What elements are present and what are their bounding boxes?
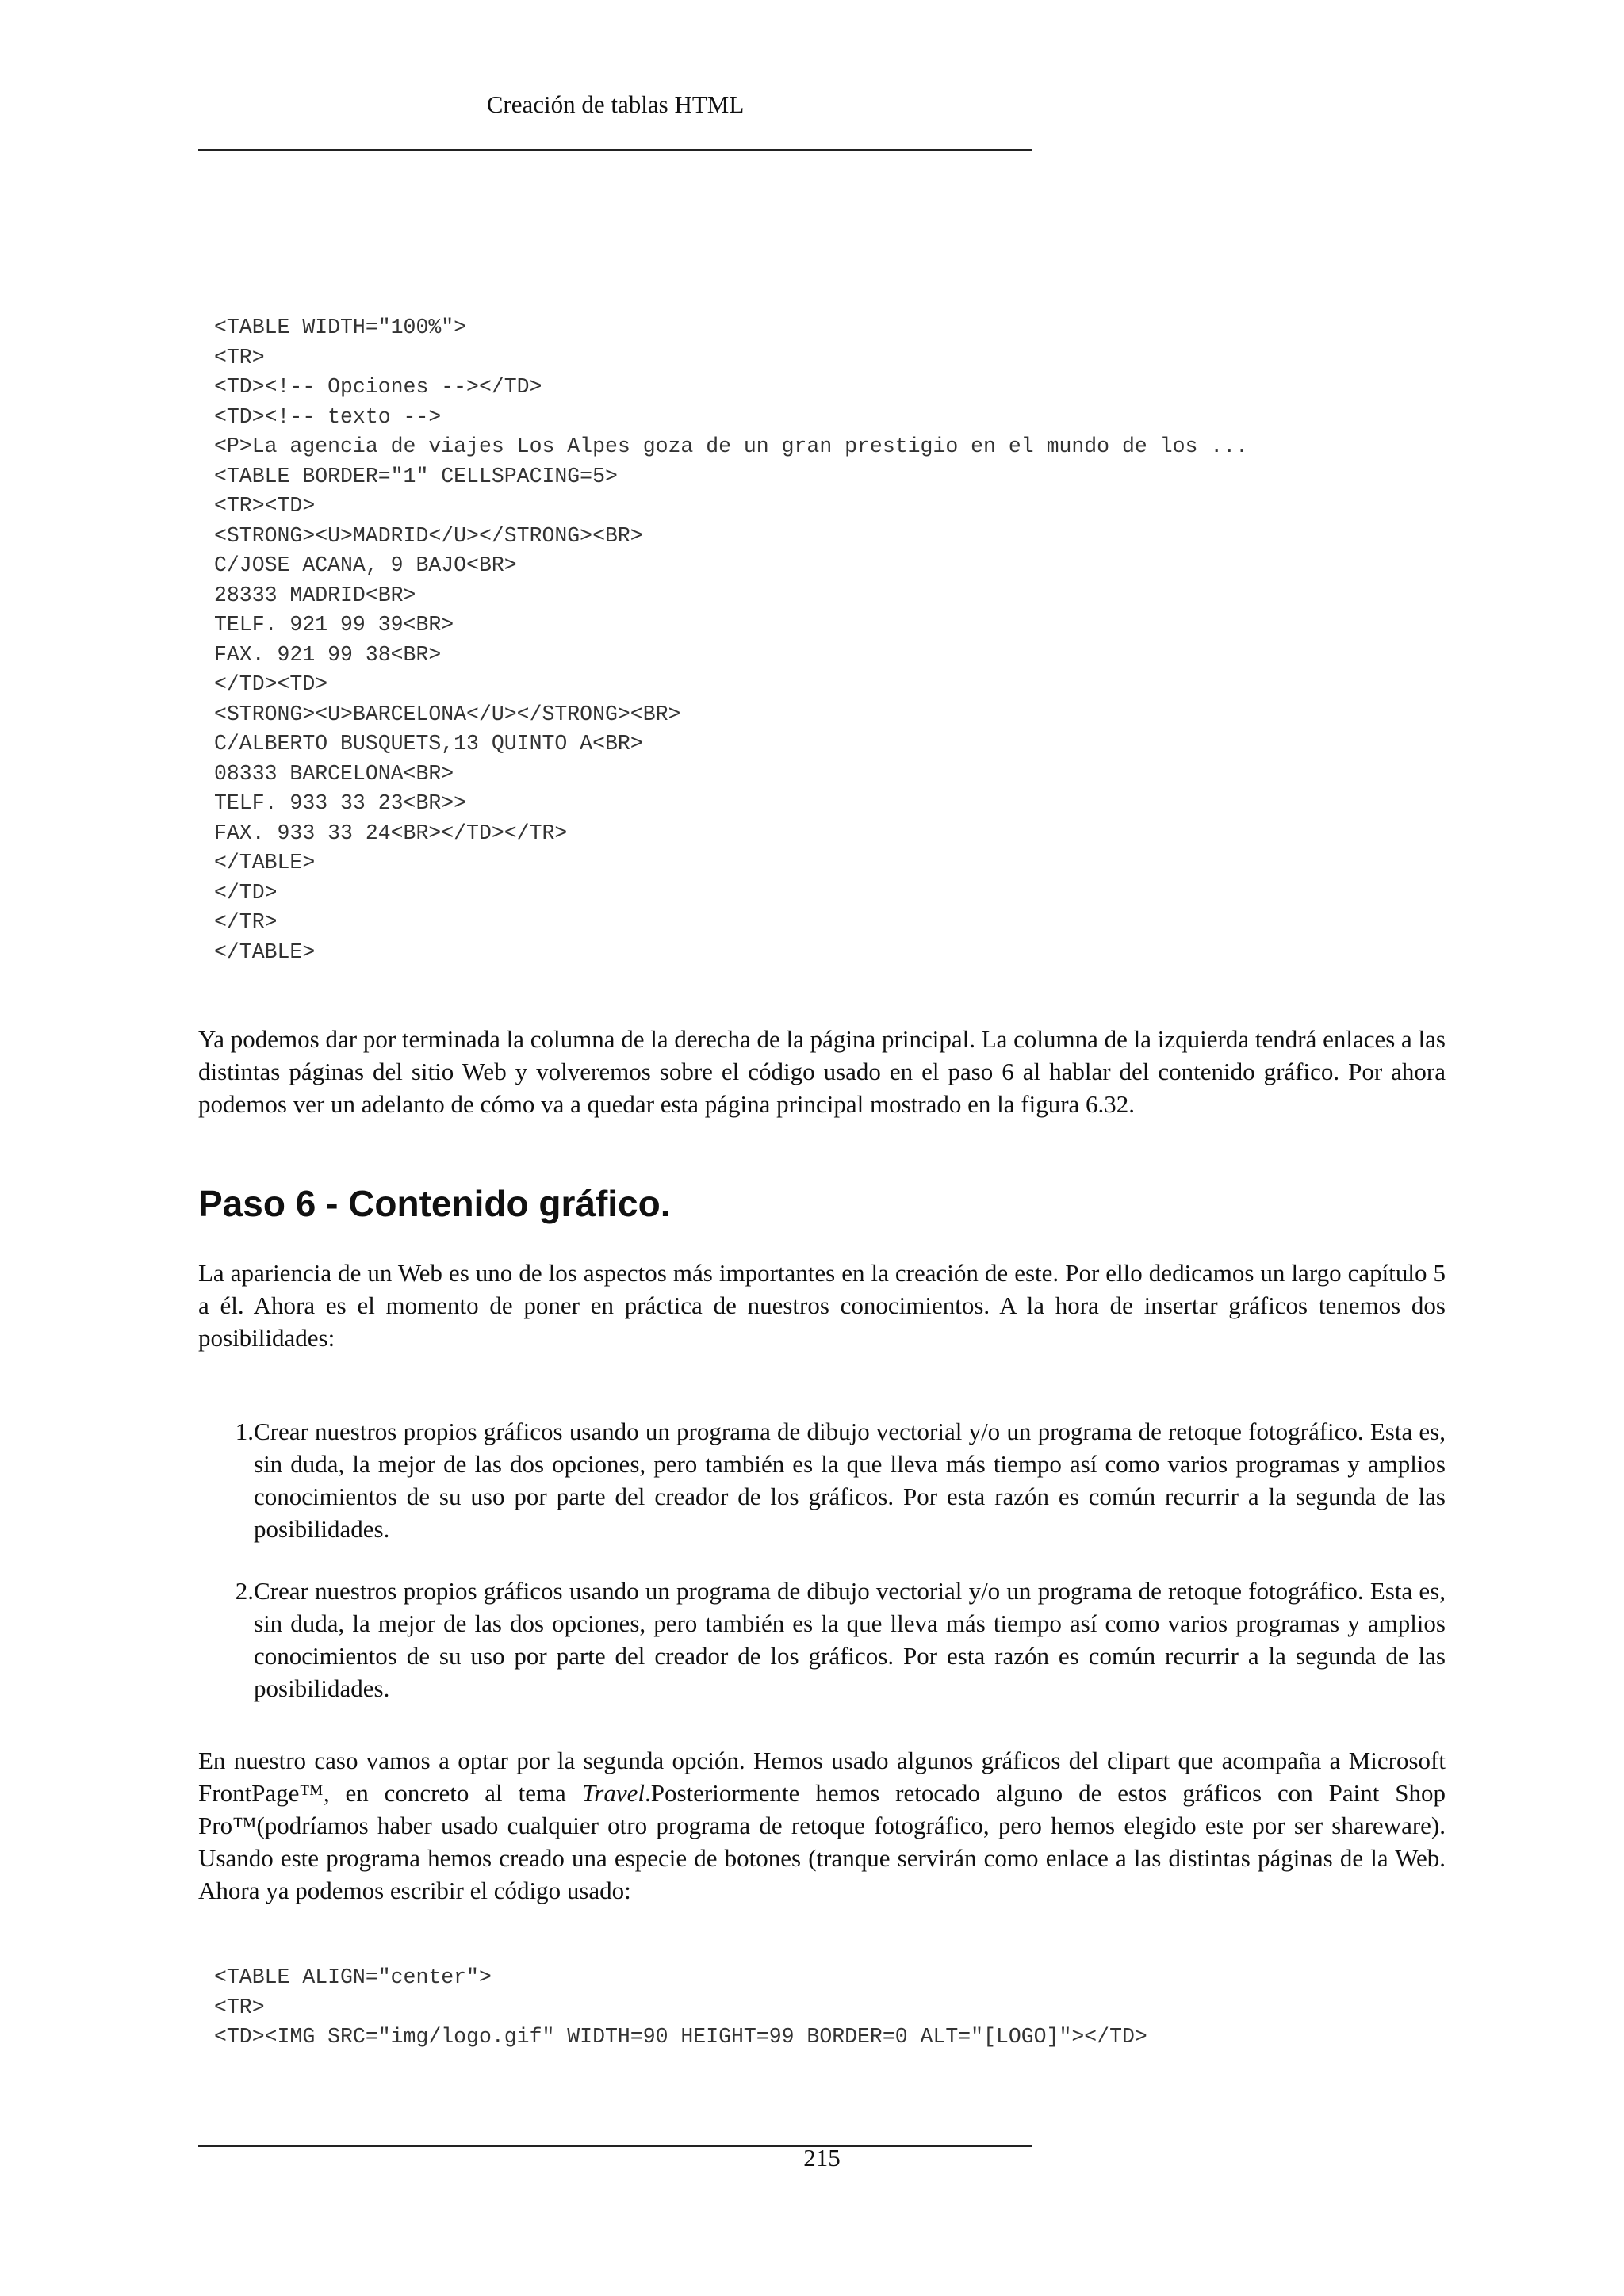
code-line: 28333 MADRID<BR> (214, 583, 416, 607)
header-rule (198, 149, 1032, 151)
code-line: <TR><TD> (214, 494, 316, 518)
body-paragraph: La apariencia de un Web es uno de los aspectos más importantes en la creación de este. Por ello dedicamos un largo capítulo 5 a él. Ahora es el momento de poner en práctica de nuestros conocimientos. A la hora de insertar gráficos tenemos dos posibilidades: (198, 1259, 1446, 1352)
code-line: </TR> (214, 910, 278, 934)
code-line: </TABLE> (214, 939, 316, 964)
code-line: <TABLE BORDER="1" CELLSPACING=5> (214, 464, 618, 488)
code-line: C/ALBERTO BUSQUETS,13 QUINTO A<BR> (214, 732, 643, 756)
page-number: 215 (803, 2144, 841, 2172)
code-line: <TD><!-- texto --> (214, 404, 442, 429)
section-heading: Paso 6 - Contenido gráfico. (198, 1183, 671, 1224)
code-line: <STRONG><U>BARCELONA</U></STRONG><BR> (214, 702, 681, 726)
list-item-text: Crear nuestros propios gráficos usando un programa de dibujo vectorial y/o un programa de retoque fotográfico. Esta es, sin duda, la mejor de las dos opciones, pero también es la que lleva más tiempo así como varios programas y amplios conocimientos de su uso por parte del creador de los gráficos. Por esta razón es común recurrir a la segunda de las posibilidades. (254, 1418, 1446, 1543)
code-line: </TABLE> (214, 851, 316, 874)
body-paragraph (198, 1744, 1446, 1907)
code-line: </TD> (214, 880, 278, 905)
paragraph-text: .Posteriormente hemos retocado alguno de estos gráficos con Paint Shop Pro™(podríamos haber usado cualquier otro programa de retoque fotográfico, pero hemos elegido este por ser shareware). Usando este programa hemos creado una especie de botones (tranque servirán como enlace a las distintas páginas de la Web. Ahora ya podemos escribir el código usado: (198, 1779, 1446, 1904)
running-header: Creación de tablas HTML (486, 90, 745, 118)
code-block-table-html (214, 1963, 1147, 2053)
code-line: <P>La agencia de viajes Los Alpes goza de un gran prestigio en el mundo de los ... (214, 434, 1249, 458)
code-line: TELF. 933 33 23<BR>> (214, 791, 467, 815)
code-line: FAX. 933 33 24<BR></TD></TR> (214, 821, 568, 845)
code-line: C/JOSE ACANA, 9 BAJO<BR> (214, 553, 517, 577)
code-block-table-html (214, 313, 1248, 967)
code-line: FAX. 921 99 38<BR> (214, 642, 442, 667)
code-line: <TABLE WIDTH="100%"> (214, 316, 467, 339)
code-line: <TD><IMG SRC="img/logo.gif" WIDTH=90 HEIGHT=99 BORDER=0 ALT="[LOGO]"></TD> (214, 2025, 1147, 2049)
code-line: </TD><TD> (214, 672, 328, 696)
code-line: <TR> (214, 345, 265, 369)
code-line: TELF. 921 99 39<BR> (214, 613, 454, 637)
list-item-number: 1. (235, 1418, 254, 1445)
code-line: <TR> (214, 1995, 265, 2019)
paragraph-text: En nuestro caso vamos a optar por la segunda opción. Hemos usado algunos gráficos del clipart que acompaña a Microsoft FrontPage™, en concreto al tema (198, 1747, 1446, 1807)
theme-name-italic: Travel (581, 1779, 645, 1807)
code-line: <TABLE ALIGN="center"> (214, 1965, 492, 1989)
list-item (198, 1575, 1446, 1705)
list-item-text: Crear nuestros propios gráficos usando un programa de dibujo vectorial y/o un programa de retoque fotográfico. Esta es, sin duda, la mejor de las dos opciones, pero también es la que lleva más tiempo así como varios programas y amplios conocimientos de su uso por parte del creador de los gráficos. Por esta razón es común recurrir a la segunda de las posibilidades. (254, 1577, 1446, 1702)
code-line: <TD><!-- Opciones --></TD> (214, 375, 542, 399)
list-item-number: 2. (235, 1577, 254, 1605)
list-item (198, 1415, 1446, 1545)
code-line: <STRONG><U>MADRID</U></STRONG><BR> (214, 523, 643, 548)
code-line: 08333 BARCELONA<BR> (214, 761, 454, 786)
body-paragraph: Ya podemos dar por terminada la columna de la derecha de la página principal. La columna de la izquierda tendrá enlaces a las distintas páginas del sitio Web y volveremos sobre el código usado en el paso 6 al hablar del contenido gráfico. Por ahora podemos ver un adelanto de cómo va a quedar esta página principal mostrado en la figura 6.32. (198, 1025, 1446, 1118)
